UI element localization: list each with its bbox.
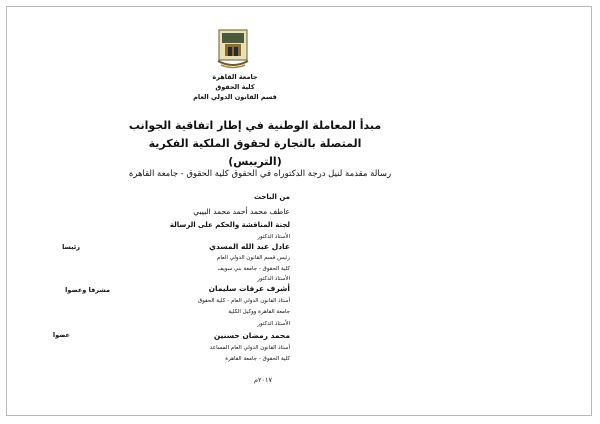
researcher-name: عاطف محمد أحمد محمد البيبي [193,207,290,216]
cairo-university-logo [216,28,250,70]
year: ٢٠١٧م [254,376,272,384]
member-affiliation: كلية الحقوق - جامعة القاهرة [225,356,290,362]
member-role: رئيسا [62,243,80,251]
thesis-title-line-3: (التريبس) [228,155,282,168]
member-position: رئيس قسم القانون الدولي العام [216,255,290,261]
member-title: الأستاذ الدكتور [257,276,290,282]
page-border [6,6,592,416]
department-name: قسم القانون الدولي العام [193,93,277,101]
member-role: عضوا [52,331,70,339]
member-affiliation: جامعة القاهرة ووكيل الكلية [228,309,290,315]
degree-statement: رسالة مقدمة لنيل درجة الدكتوراه في الحقوق كلية الحقوق - جامعة القاهرة [128,169,392,179]
thesis-title-line-1: مبدأ المعاملة الوطنية في إطار اتفاقية الجوانب [128,119,382,132]
member-role: مشرفا وعضوا [65,286,110,294]
university-name: جامعة القاهرة [212,73,258,81]
committee-label: لجنة المناقشة والحكم على الرسالة [169,221,290,229]
member-title: الأستاذ الدكتور [257,321,290,327]
thesis-title [90,117,420,171]
member-position: أستاذ القانون الدولي العام المساعد [209,345,290,351]
member-name: أشرف عرفات سليمان [208,284,290,293]
researcher-label: من الباحث [253,193,290,201]
member-name: عادل عبد الله المسدي [209,242,290,251]
member-title: الأستاذ الدكتور [257,234,290,240]
member-name: محمد رمضان حسنين [213,331,290,340]
institution-header [150,72,320,102]
faculty-name: كلية الحقوق [215,83,255,91]
member-affiliation: كلية الحقوق - جامعة بني سويف [217,266,290,272]
thesis-title-line-2: المتصلة بالتجارة لحقوق الملكية الفكرية [148,137,362,150]
member-position: أستاذ القانون الدولي العام - كلية الحقوق [197,298,290,304]
